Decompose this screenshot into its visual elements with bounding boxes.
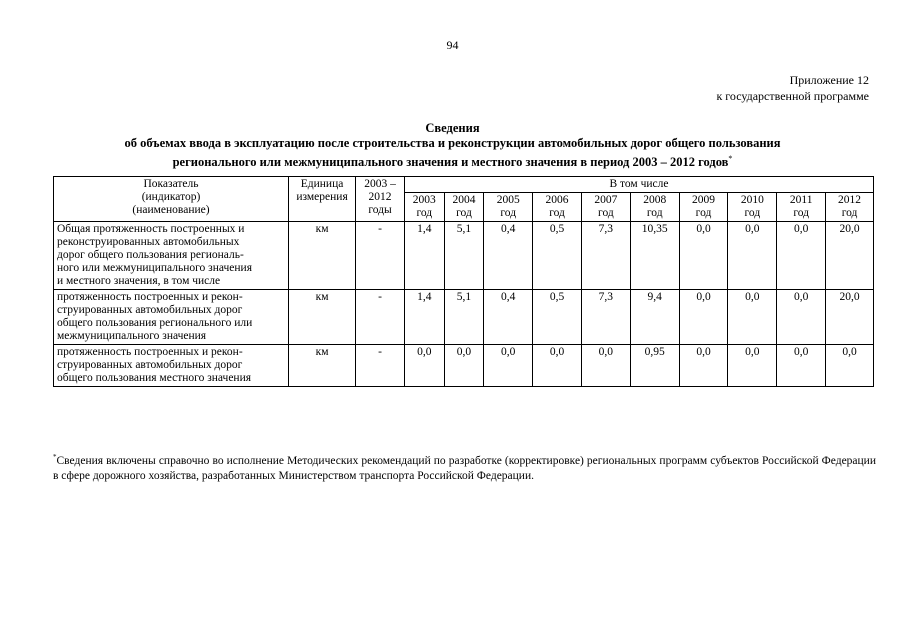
- year-number: 2005: [496, 194, 520, 206]
- header-year: [679, 193, 728, 222]
- row-value: 0,5: [533, 290, 582, 345]
- row-value: 0,0: [444, 345, 484, 387]
- header-total-line: 2012: [368, 191, 392, 203]
- year-number: 2010: [740, 194, 764, 206]
- header-total-line: годы: [368, 204, 392, 216]
- year-number: 2012: [838, 194, 862, 206]
- appendix-label: [716, 72, 869, 104]
- title-line-2: об объемах ввода в эксплуатацию после строительства и реконструкции автомобильных дорог общего пользования: [124, 136, 781, 150]
- row-unit: км: [288, 345, 355, 387]
- row-total: -: [356, 222, 405, 290]
- row-value: 0,4: [484, 290, 533, 345]
- row-value: 0,95: [630, 345, 679, 387]
- name-line: реконструированных автомобильных: [57, 236, 240, 248]
- name-line: протяженность построенных и рекон-: [57, 346, 243, 358]
- name-line: общего пользования местного значения: [57, 372, 252, 384]
- header-year: [728, 193, 777, 222]
- row-value: 10,35: [630, 222, 679, 290]
- title-line-3: [40, 151, 865, 170]
- year-word: год: [695, 207, 712, 219]
- row-value: 0,0: [728, 290, 777, 345]
- header-year: [777, 193, 826, 222]
- row-value: 0,0: [826, 345, 874, 387]
- row-value: 20,0: [826, 222, 874, 290]
- row-value: 0,0: [679, 290, 728, 345]
- row-value: 5,1: [444, 222, 484, 290]
- row-indicator-name: [54, 290, 289, 345]
- year-word: год: [646, 207, 663, 219]
- header-unit: [288, 177, 355, 222]
- header-including: В том числе: [404, 177, 873, 193]
- title-line-3-text: регионального или межмуниципального значения и местного значения в период 2003 – 2012 годов: [172, 155, 729, 170]
- row-value: 20,0: [826, 290, 874, 345]
- row-value: 7,3: [581, 222, 630, 290]
- name-line: дорог общего пользования региональ-: [57, 249, 244, 261]
- title-line-1: Сведения: [425, 121, 480, 135]
- header-unit-line: измерения: [296, 191, 348, 203]
- footnote-mark: *: [53, 453, 57, 461]
- row-value: 0,5: [533, 222, 582, 290]
- name-line: протяженность построенных и рекон-: [57, 291, 243, 303]
- year-word: год: [416, 207, 433, 219]
- document-title: [40, 121, 865, 170]
- name-line: струированных автомобильных дорог: [57, 359, 243, 371]
- header-year: [444, 193, 484, 222]
- row-value: 0,4: [484, 222, 533, 290]
- appendix-line-2: к государственной программе: [716, 89, 869, 103]
- year-word: год: [841, 207, 858, 219]
- year-word: год: [549, 207, 565, 219]
- year-number: 2008: [643, 194, 667, 206]
- year-number: 2007: [594, 194, 618, 206]
- row-value: 9,4: [630, 290, 679, 345]
- row-value: 0,0: [777, 222, 826, 290]
- header-year: [533, 193, 582, 222]
- row-total: -: [356, 345, 405, 387]
- year-number: 2003: [412, 194, 436, 206]
- year-word: год: [744, 207, 761, 219]
- year-number: 2006: [545, 194, 569, 206]
- header-indicator-line: (индикатор): [141, 191, 201, 203]
- name-line: Общая протяженность построенных и: [57, 223, 245, 235]
- page-number: 94: [446, 38, 459, 52]
- header-indicator-line: Показатель: [143, 178, 199, 190]
- footnote-text: Сведения включены справочно во исполнение Методических рекомендаций по разработке (корректировке) региональных программ субъектов Российской Федерации в сфере дорожного хозяйства, разработанных Министерством транспорта Российской Федерации.: [53, 454, 876, 482]
- row-total: -: [356, 290, 405, 345]
- year-word: год: [793, 207, 810, 219]
- header-year: [484, 193, 533, 222]
- row-value: 7,3: [581, 290, 630, 345]
- row-value: 0,0: [728, 222, 777, 290]
- footnote: [53, 450, 876, 484]
- name-line: и местного значения, в том числе: [57, 275, 221, 287]
- name-line: межмуниципального значения: [57, 330, 207, 342]
- table-row: [54, 222, 874, 290]
- row-value: 0,0: [484, 345, 533, 387]
- header-year: [630, 193, 679, 222]
- name-line: струированных автомобильных дорог: [57, 304, 243, 316]
- table-row: [54, 290, 874, 345]
- row-value: 0,0: [777, 345, 826, 387]
- header-indicator-line: (наименование): [132, 204, 210, 216]
- row-value: 0,0: [679, 345, 728, 387]
- appendix-line-1: Приложение 12: [789, 73, 869, 87]
- row-value: 5,1: [444, 290, 484, 345]
- year-number: 2011: [789, 194, 813, 206]
- table-row: [54, 345, 874, 387]
- header-total-period: [356, 177, 405, 222]
- header-unit-line: Единица: [300, 178, 344, 190]
- name-line: общего пользования регионального или: [57, 317, 253, 329]
- row-value: 1,4: [404, 290, 444, 345]
- name-line: ного или межмуниципального значения: [57, 262, 252, 274]
- year-word: год: [456, 207, 472, 219]
- data-table: [53, 176, 874, 387]
- row-value: 0,0: [728, 345, 777, 387]
- year-number: 2004: [452, 194, 476, 206]
- row-indicator-name: [54, 345, 289, 387]
- header-year: [404, 193, 444, 222]
- row-value: 1,4: [404, 222, 444, 290]
- header-indicator: [54, 177, 289, 222]
- row-value: 0,0: [777, 290, 826, 345]
- header-year: [581, 193, 630, 222]
- row-value: 0,0: [581, 345, 630, 387]
- year-word: год: [598, 207, 614, 219]
- row-indicator-name: [54, 222, 289, 290]
- row-unit: км: [288, 222, 355, 290]
- year-number: 2009: [692, 194, 716, 206]
- header-total-line: 2003 –: [364, 178, 396, 190]
- title-footnote-mark: *: [728, 154, 733, 163]
- row-value: 0,0: [404, 345, 444, 387]
- row-unit: км: [288, 290, 355, 345]
- row-value: 0,0: [533, 345, 582, 387]
- row-value: 0,0: [679, 222, 728, 290]
- header-year: [826, 193, 874, 222]
- year-word: год: [500, 207, 517, 219]
